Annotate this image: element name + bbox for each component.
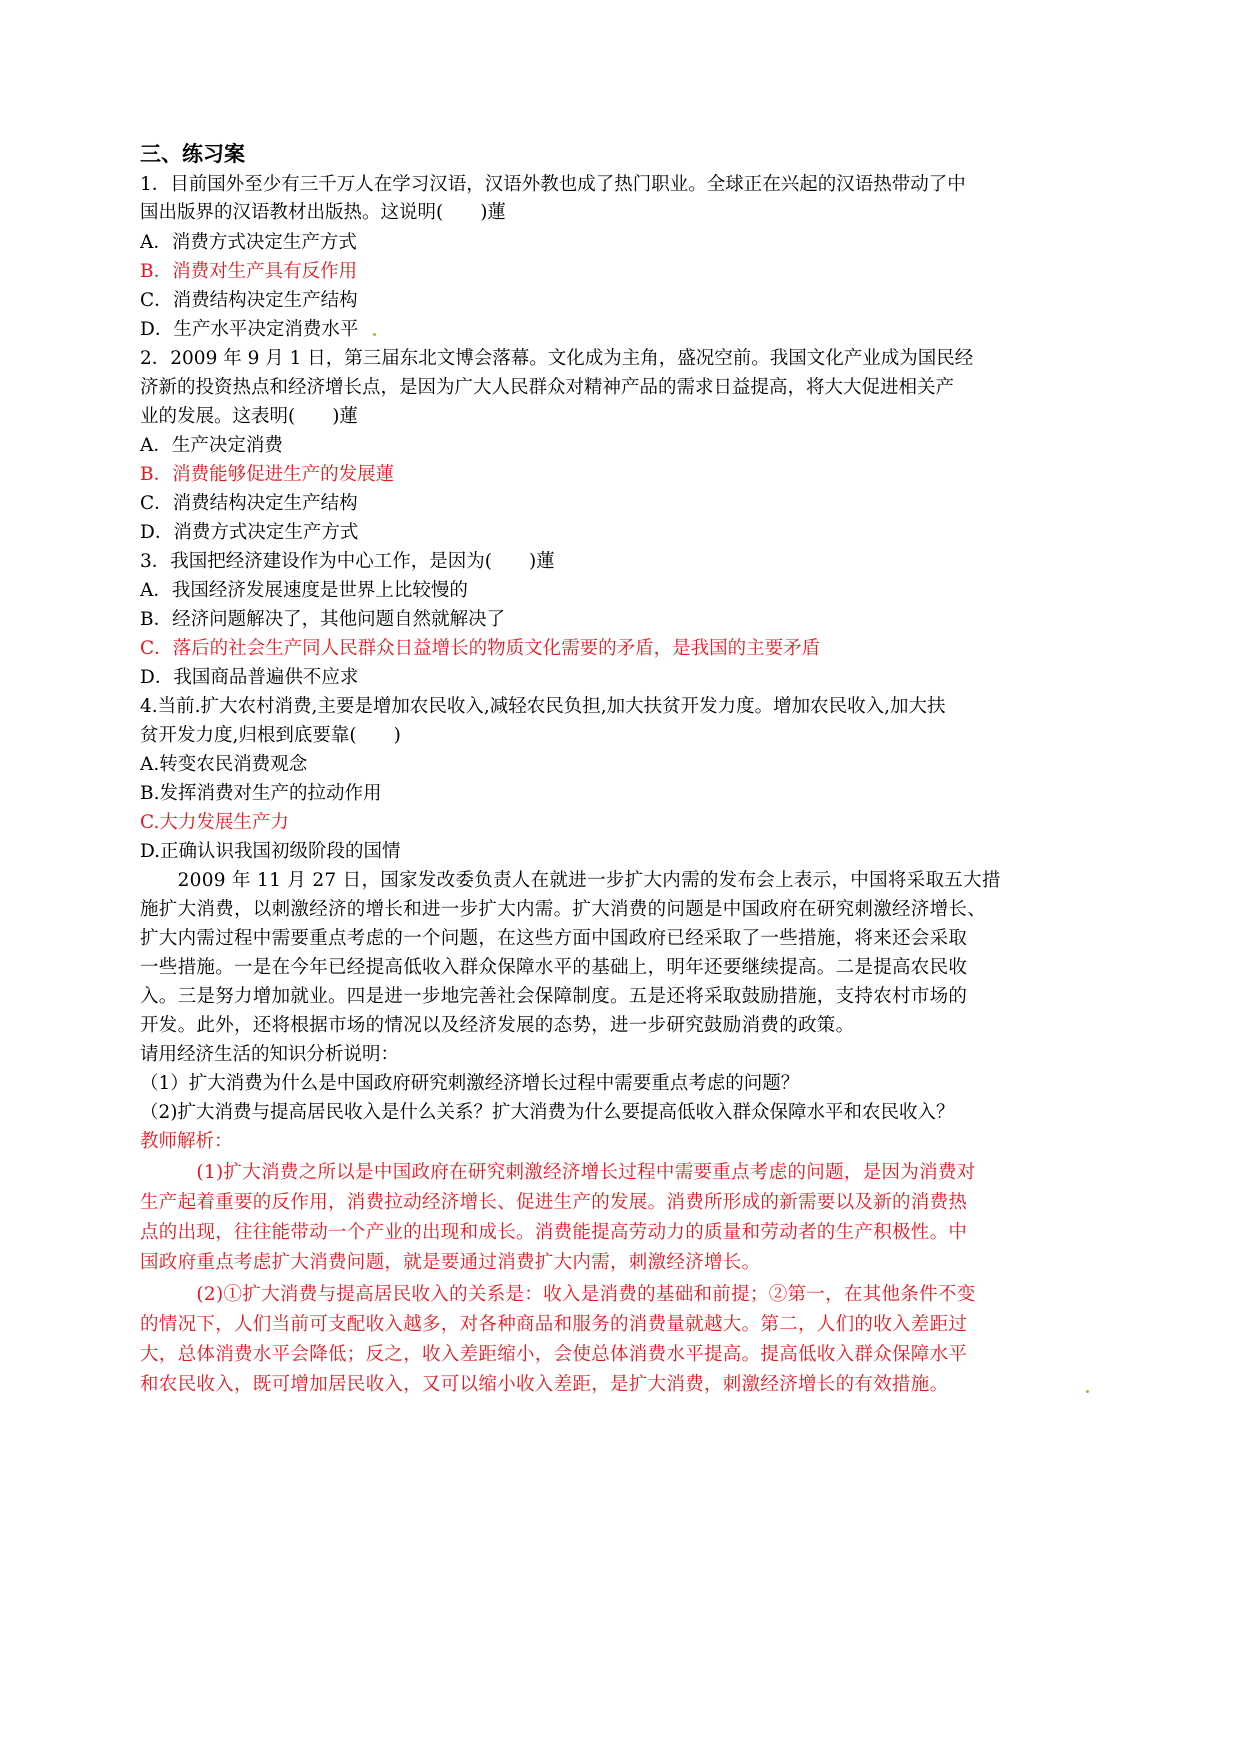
question-2-option-c: C．消费结构决定生产结构	[140, 493, 358, 514]
analysis-line-7: 大，总体消费水平会降低；反之，收入差距缩小，会使总体消费水平提高。提高低收入群众保障水平	[140, 1344, 968, 1365]
question-4-option-a: A.转变农民消费观念	[140, 754, 308, 775]
question-1-option-d: D．生产水平决定消费水平	[140, 319, 359, 340]
question-1-option-a: A．消费方式决定生产方式	[140, 232, 357, 253]
question-4-option-c-answer: C.大力发展生产力	[140, 812, 289, 833]
analysis-prompt: 请用经济生活的知识分析说明：	[140, 1044, 400, 1065]
speck-mark	[373, 333, 376, 336]
question-3-option-d: D．我国商品普遍供不应求	[140, 667, 359, 688]
analysis-line-5: (2)①扩大消费与提高居民收入的关系是：收入是消费的基础和前提；②第一，在其他条件不变	[140, 1284, 976, 1305]
analysis-line-4: 国政府重点考虑扩大消费问题，就是要通过消费扩大内需，刺激经济增长。	[140, 1252, 761, 1273]
material-line-5: 入。三是努力增加就业。四是进一步地完善社会保障制度。五是还将采取鼓励措施，支持农村市场的	[140, 986, 968, 1007]
analysis-line-8: 和农民收入，既可增加居民收入，又可以缩小收入差距，是扩大消费，刺激经济增长的有效措施。	[140, 1374, 949, 1395]
question-4-option-d: D.正确认识我国初级阶段的国情	[140, 841, 401, 862]
question-3-option-a: A．我国经济发展速度是世界上比较慢的	[140, 580, 468, 601]
question-2-option-a: A．生产决定消费	[140, 435, 283, 456]
analysis-line-2: 生产起着重要的反作用，消费拉动经济增长、促进生产的发展。消费所形成的新需要以及新的消费热	[140, 1192, 968, 1213]
teacher-analysis-title: 教师解析：	[140, 1131, 233, 1152]
question-1-stem-line-1: 1．目前国外至少有三千万人在学习汉语，汉语外教也成了热门职业。全球正在兴起的汉语热带动了中	[140, 174, 966, 195]
question-2-stem-line-2: 济新的投资热点和经济增长点，是因为广大人民群众对精神产品的需求日益提高，将大大促进相关产	[140, 377, 955, 398]
section-title: 三、练习案	[140, 141, 245, 166]
material-line-4: 一些措施。一是在今年已经提高低收入群众保障水平的基础上，明年还要继续提高。二是提高农民收	[140, 957, 968, 978]
question-4-option-b: B.发挥消费对生产的拉动作用	[140, 783, 382, 804]
question-4-stem-line-1: 4.当前.扩大农村消费,主要是增加农民收入,减轻农民负担,加大扶贫开发力度。增加农民收入,加大扶	[140, 696, 946, 717]
material-line-1: 2009 年 11 月 27 日，国家发改委负责人在就进一步扩大内需的发布会上表示，中国将采取五大措	[140, 870, 1001, 891]
question-2-stem-line-1: 2．2009 年 9 月 1 日，第三届东北文博会落幕。文化成为主角，盛况空前。我国文化产业成为国民经	[140, 348, 974, 369]
question-1-option-b-answer: B．消费对生产具有反作用	[140, 261, 358, 282]
question-1-stem-line-2: 国出版界的汉语教材出版热。这说明( )蓮	[140, 202, 506, 223]
question-4-stem-line-2: 贫开发力度,归根到底要靠( )	[140, 725, 401, 746]
question-2-option-d: D．消费方式决定生产方式	[140, 522, 359, 543]
analysis-line-1: (1)扩大消费之所以是中国政府在研究刺激经济增长过程中需要重点考虑的问题，是因为消费对	[140, 1162, 976, 1183]
question-2-stem-line-3: 业的发展。这表明( )蓮	[140, 406, 358, 427]
material-line-2: 施扩大消费，以刺激经济的增长和进一步扩大内需。扩大消费的问题是中国政府在研究刺激经济增长、	[140, 899, 987, 920]
question-3-stem: 3．我国把经济建设作为中心工作，是因为( )蓮	[140, 551, 555, 572]
speck-mark	[1086, 1390, 1089, 1393]
material-line-6: 开发。此外，还将根据市场的情况以及经济发展的态势，进一步研究鼓励消费的政策。	[140, 1015, 855, 1036]
analysis-line-3: 点的出现，往往能带动一个产业的出现和成长。消费能提高劳动力的质量和劳动者的生产积极性。中	[140, 1222, 968, 1243]
question-3-option-b: B．经济问题解决了，其他问题自然就解决了	[140, 609, 506, 630]
question-3-option-c-answer: C．落后的社会生产同人民群众日益增长的物质文化需要的矛盾，是我国的主要矛盾	[140, 638, 821, 659]
sub-question-1: （1）扩大消费为什么是中国政府研究刺激经济增长过程中需要重点考虑的问题？	[140, 1073, 800, 1094]
question-2-option-b-answer: B．消费能够促进生产的发展蓮	[140, 464, 395, 485]
material-line-3: 扩大内需过程中需要重点考虑的一个问题，在这些方面中国政府已经采取了一些措施，将来还会采取	[140, 928, 968, 949]
question-1-option-c: C．消费结构决定生产结构	[140, 290, 358, 311]
sub-question-2: （2)扩大消费与提高居民收入是什么关系？扩大消费为什么要提高低收入群众保障水平和农民收入？	[140, 1102, 955, 1123]
analysis-line-6: 的情况下，人们当前可支配收入越多，对各种商品和服务的消费量就越大。第二，人们的收入差距过	[140, 1314, 968, 1335]
